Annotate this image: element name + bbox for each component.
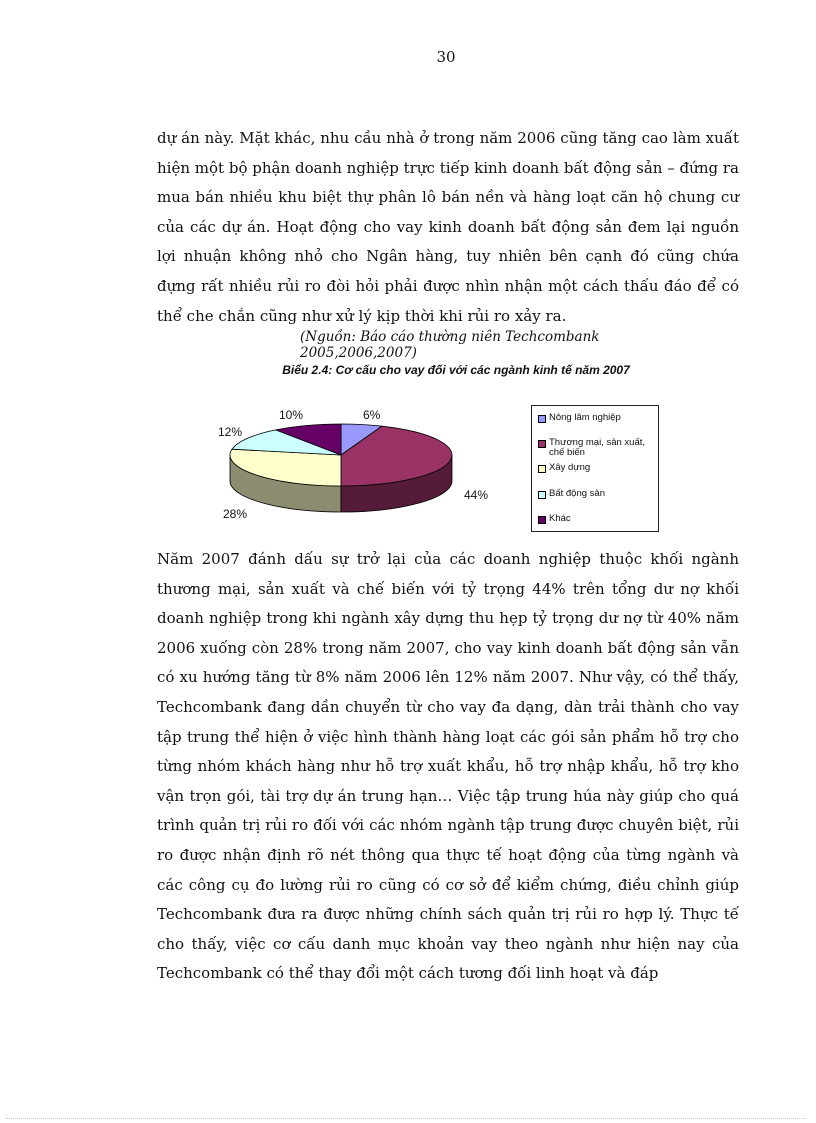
- chart-legend: [531, 405, 659, 532]
- page-bottom-border: [6, 1118, 806, 1119]
- pct-label-3: 12%: [218, 425, 243, 439]
- legend-label: Nông lâm nghiệp: [549, 412, 621, 423]
- paragraph-analysis: Năm 2007 đánh dấu sự trở lại của các doanh nghiệp thuộc khối ngành thương mại, sản xuất và chế biến với tỷ trọng 44% trên tổng dư nợ khối doanh nghiệp trong khi ngành xây dựng thu hẹp tỷ trọng dư nợ từ 40% năm 2006 xuống còn 28% trong năm 2007, cho vay kinh doanh bất động sản vẫn có xu hướng tăng từ 8% năm 2006 lên 12% năm 2007. Như vậy, có thể thấy, Techcombank đang dần chuyển từ cho vay đa dạng, dàn trải thành cho vay tập trung thể hiện ở việc hình thành hàng loạt các gói sản phẩm hỗ trợ cho từng nhóm khách hàng như hỗ trợ xuất khẩu, hỗ trợ nhập khẩu, hỗ trợ kho vận trọn gói, tài trợ dự án trung hạn… Việc tập trung húa này giúp cho quá trình quản trị rủi ro đối với các nhóm ngành tập trung được chuyên biệt, rủi ro được nhận định rõ nét thông qua thực tế hoạt động của từng ngành và các công cụ đo lường rủi ro cũng có cơ sở để kiểm chứng, điều chỉnh giúp Techcombank đưa ra được những chính sách quản trị rủi ro hợp lý. Thực tế cho thấy, việc cơ cấu danh mục khoản vay theo ngành như hiện nay của Techcombank có thể thay đổi một cách tương đối linh hoạt và đáp: [157, 550, 739, 983]
- legend-label: Bất động sản: [549, 488, 605, 499]
- legend-label: Xây dựng: [549, 462, 591, 473]
- legend-swatch: [538, 491, 546, 499]
- pct-label-0: 6%: [363, 408, 381, 422]
- page-number: 30: [436, 48, 456, 66]
- legend-label: Thương mại, sản xuất, chế biến: [549, 437, 646, 458]
- legend-swatch: [538, 516, 546, 524]
- paragraph-intro: dự án này. Mặt khác, nhu cầu nhà ở trong năm 2006 cũng tăng cao làm xuất hiện một bộ phận doanh nghiệp trực tiếp kinh doanh bất động sản – đứng ra mua bán nhiều khu biệt thự phân lô bán nền và hàng loạt căn hộ chung cư của các dự án. Hoạt động cho vay kinh doanh bất động sản đem lại nguồn lợi nhuận không nhỏ cho Ngân hàng, tuy nhiên bên cạnh đó cũng chứa đựng rất nhiều rủi ro đòi hỏi phải được nhìn nhận một cách thấu đáo để có thể che chắn cũng như xử lý kịp thời khi rủi ro xảy ra.: [157, 129, 739, 325]
- pct-label-1: 44%: [464, 488, 489, 502]
- pct-label-4: 10%: [279, 408, 304, 422]
- legend-swatch: [538, 415, 546, 423]
- pie-chart: [215, 398, 670, 533]
- source-note: (Nguồn: Báo cáo thường niên Techcombank 2005,2006,2007): [300, 329, 600, 361]
- legend-swatch: [538, 465, 546, 473]
- chart-caption: Biểu 2.4: Cơ cấu cho vay đối với các ngành kinh tế năm 2007: [282, 363, 630, 377]
- pct-label-2: 28%: [223, 507, 248, 521]
- legend-label: Khác: [549, 513, 571, 524]
- legend-swatch: [538, 440, 546, 448]
